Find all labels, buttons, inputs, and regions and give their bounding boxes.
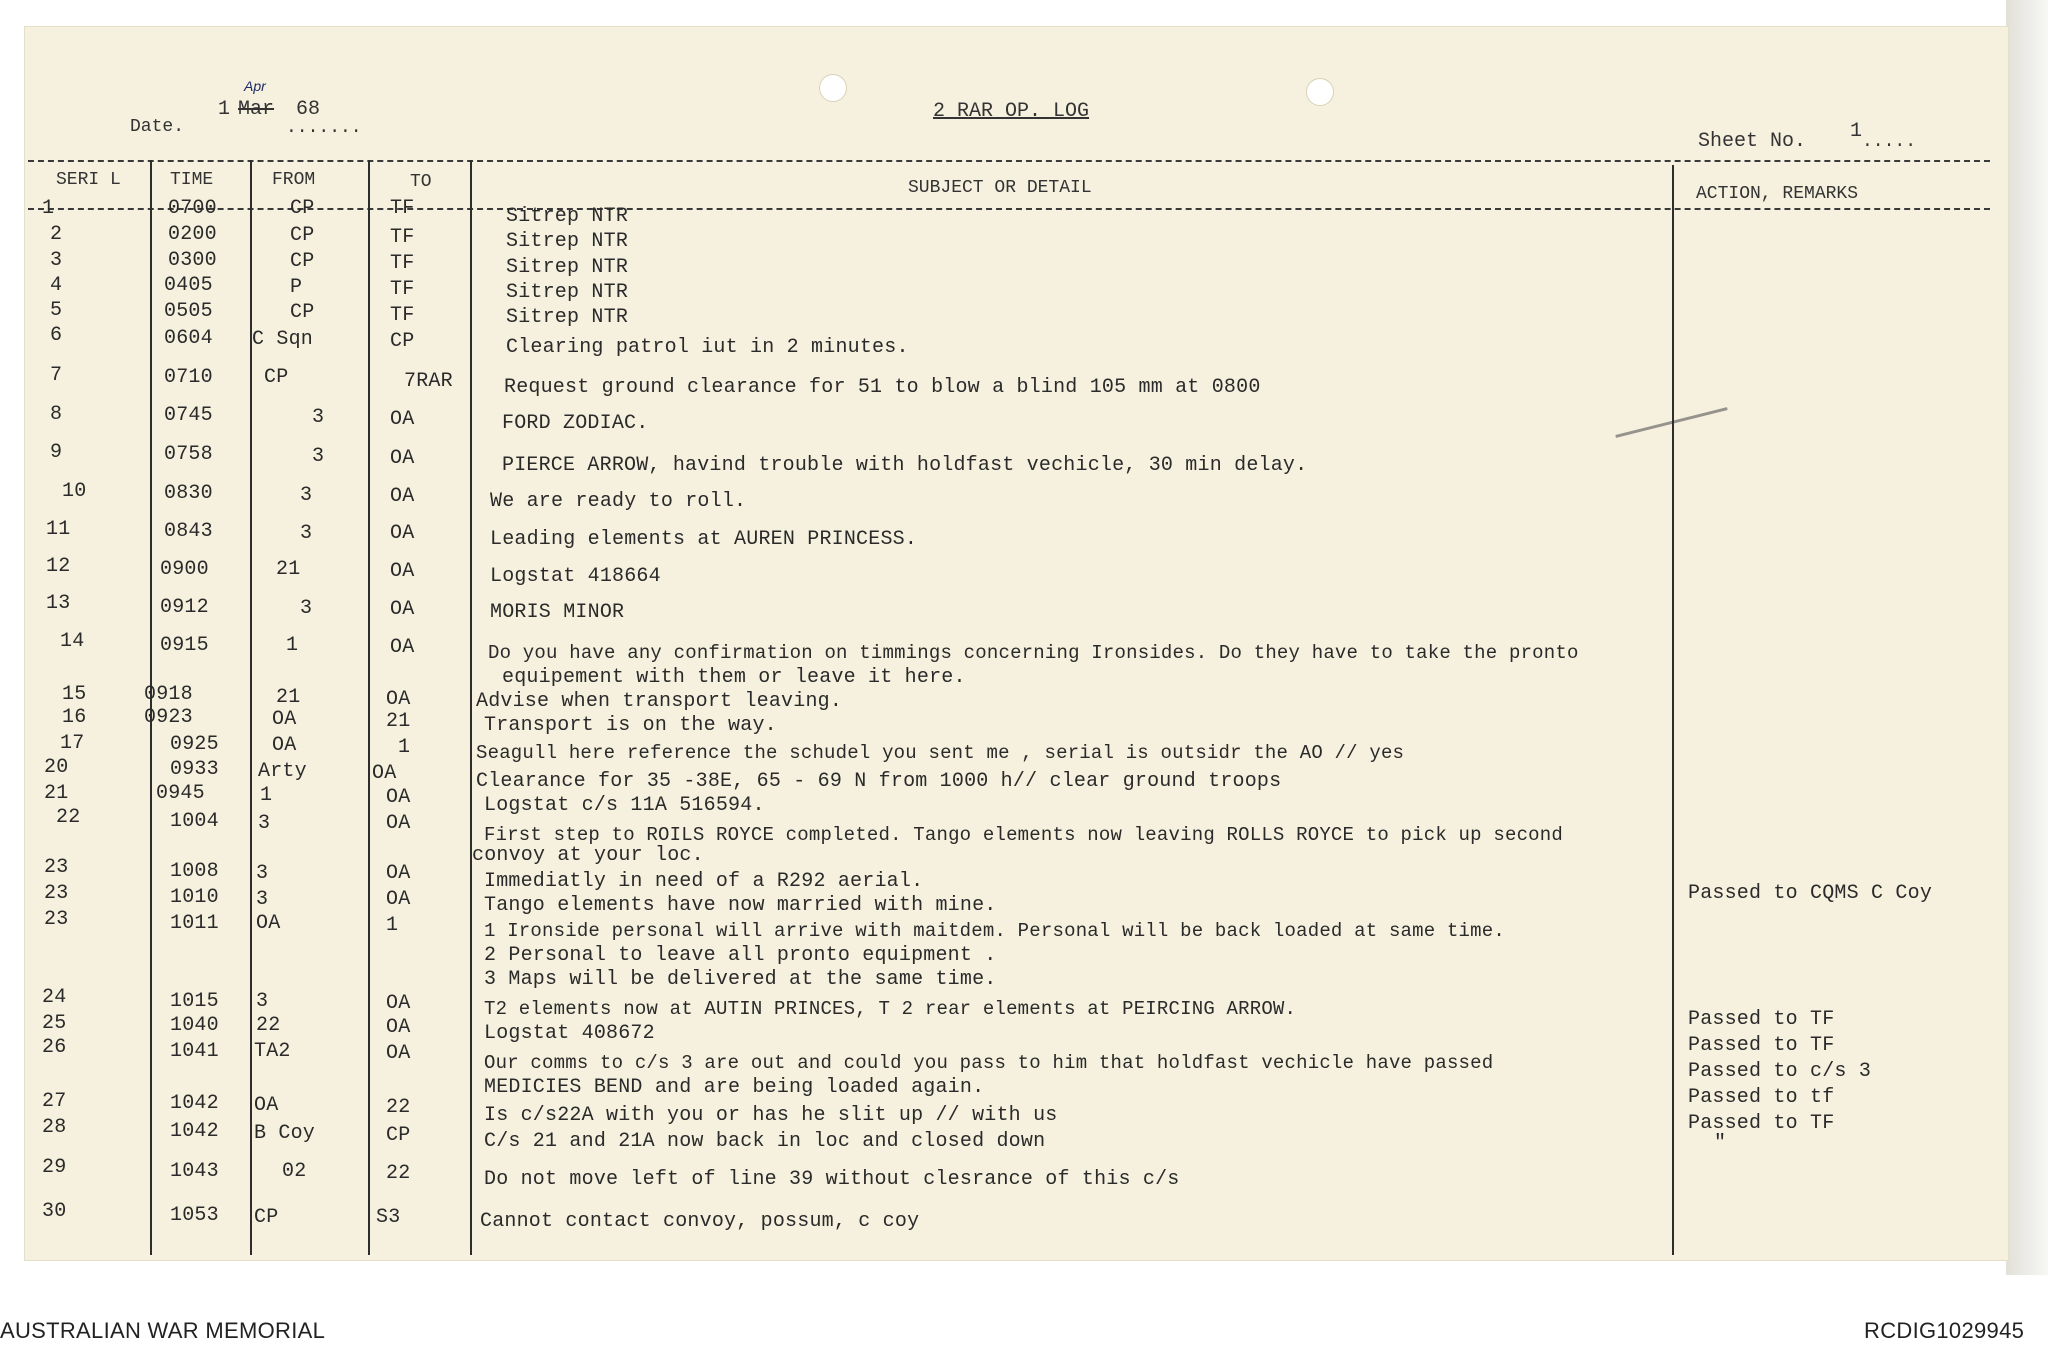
row-to: 1 [398, 736, 411, 759]
row-time: 0933 [170, 758, 219, 781]
row-time: 0710 [164, 366, 213, 389]
row-detail: First step to ROILS ROYCE completed. Tango elements now leaving ROLLS ROYCE to pick up second [484, 824, 1563, 846]
row-from: CP [264, 366, 289, 389]
col-divider-subject [1672, 165, 1674, 1255]
row-from: C Sqn [252, 328, 314, 351]
date-month: Mar [238, 98, 275, 121]
header-top-rule [28, 160, 1990, 162]
row-serial: 28 [42, 1116, 67, 1139]
row-to: OA [386, 888, 411, 911]
row-time: 0830 [164, 482, 213, 505]
row-time: 1010 [170, 886, 219, 909]
row-time: 0843 [164, 520, 213, 543]
row-time: 1015 [170, 990, 219, 1013]
row-from: 21 [276, 686, 301, 709]
row-serial: 4 [50, 274, 63, 297]
row-serial: 6 [50, 324, 63, 347]
row-serial: 1 [42, 197, 55, 220]
row-to: TF [390, 278, 415, 301]
row-to: TF [390, 226, 415, 249]
row-detail: Leading elements at AUREN PRINCESS. [490, 528, 918, 551]
row-detail: Transport is on the way. [484, 714, 777, 737]
col-header-time: TIME [170, 170, 214, 190]
row-to: 22 [386, 1162, 411, 1185]
row-detail-continued: equipement with them or leave it here. [502, 666, 966, 689]
col-divider-time [250, 160, 252, 1255]
row-time: 0758 [164, 443, 213, 466]
col-header-subject: SUBJECT OR DETAIL [908, 178, 1092, 198]
row-serial: 17 [60, 732, 85, 755]
row-detail-continued: convoy at your loc. [472, 844, 704, 867]
row-serial: 23 [44, 882, 69, 905]
row-serial: 9 [50, 441, 63, 464]
row-time: 0405 [164, 274, 213, 297]
row-remark: Passed to c/s 3 [1688, 1060, 1872, 1083]
row-serial: 21 [44, 782, 69, 805]
row-serial: 3 [50, 249, 63, 272]
date-year: 68 [296, 98, 321, 121]
row-serial: 22 [56, 806, 81, 829]
footer-record-id: RCDIG1029945 [1864, 1318, 2025, 1343]
row-from: P [290, 276, 303, 299]
row-to: S3 [376, 1206, 401, 1229]
row-to: 1 [386, 914, 399, 937]
row-detail: We are ready to roll. [490, 490, 747, 513]
date-dots: ....... [286, 118, 362, 138]
row-time: 1043 [170, 1160, 219, 1183]
row-from: CP [290, 250, 315, 273]
row-to: OA [390, 408, 415, 431]
row-from: 02 [282, 1160, 307, 1183]
row-from: 3 [300, 597, 313, 620]
row-to: OA [372, 762, 397, 785]
row-time: 1042 [170, 1092, 219, 1115]
row-time: 0900 [160, 558, 209, 581]
row-time: 1040 [170, 1014, 219, 1037]
row-remark: Passed to TF [1688, 1112, 1835, 1135]
row-from: 3 [258, 812, 271, 835]
row-detail: MORIS MINOR [490, 601, 625, 624]
row-to: OA [386, 688, 411, 711]
row-from: OA [254, 1094, 279, 1117]
row-to: OA [390, 485, 415, 508]
row-serial: 24 [42, 986, 67, 1009]
sheet-number: 1 [1850, 120, 1863, 143]
row-from: 3 [312, 406, 325, 429]
row-to: OA [390, 447, 415, 470]
row-detail: Cannot contact convoy, possum, c coy [480, 1210, 920, 1233]
row-from: 3 [300, 522, 313, 545]
row-from: CP [290, 197, 315, 220]
row-to: OA [390, 560, 415, 583]
row-serial: 2 [50, 223, 63, 246]
row-time: 1008 [170, 860, 219, 883]
row-to: OA [390, 598, 415, 621]
row-from: 1 [260, 784, 273, 807]
row-serial: 16 [62, 706, 87, 729]
row-time: 1042 [170, 1120, 219, 1143]
row-from: 3 [256, 888, 269, 911]
row-from: B Coy [254, 1122, 316, 1145]
row-time: 0200 [168, 223, 217, 246]
row-detail: Logstat c/s 11A 516594. [484, 794, 765, 817]
row-to: TF [390, 197, 415, 220]
row-serial: 20 [44, 756, 69, 779]
row-detail: Immediatly in need of a R292 aerial. [484, 870, 924, 893]
row-detail: Seagull here reference the schudel you sent me , serial is outsidr the AO // yes [476, 742, 1405, 764]
row-to: TF [390, 252, 415, 275]
row-serial: 26 [42, 1036, 67, 1059]
date-day: 1 [218, 98, 231, 121]
row-from: CP [290, 224, 315, 247]
row-from: 3 [256, 862, 269, 885]
row-remark: " [1714, 1132, 1727, 1155]
row-to: OA [386, 1042, 411, 1065]
row-serial: 8 [50, 403, 63, 426]
row-detail: Logstat 418664 [490, 565, 661, 588]
row-detail: Clearing patrol iut in 2 minutes. [506, 336, 909, 359]
row-time: 0915 [160, 634, 209, 657]
row-from: CP [254, 1206, 279, 1229]
row-serial: 5 [50, 299, 63, 322]
row-detail: Advise when transport leaving. [476, 690, 843, 713]
sheet-dots: ..... [1862, 132, 1917, 152]
row-detail: Sitrep NTR [506, 281, 629, 304]
row-from: Arty [258, 760, 307, 783]
sheet-label: Sheet No. [1698, 130, 1807, 153]
row-serial: 23 [44, 908, 69, 931]
footer-institution: AUSTRALIAN WAR MEMORIAL [0, 1318, 326, 1343]
row-from: CP [290, 301, 315, 324]
row-remark: Passed to CQMS C Coy [1688, 882, 1933, 905]
row-serial: 11 [46, 518, 71, 541]
row-detail: Tango elements have now married with mine. [484, 894, 997, 917]
row-to: 22 [386, 1096, 411, 1119]
row-detail: Our comms to c/s 3 are out and could you pass to him that holdfast vechicle have passed [484, 1052, 1494, 1074]
row-detail: Logstat 408672 [484, 1022, 655, 1045]
row-serial: 7 [50, 364, 63, 387]
row-serial: 15 [62, 683, 87, 706]
row-to: OA [390, 522, 415, 545]
row-time: 0745 [164, 404, 213, 427]
row-to: OA [386, 1016, 411, 1039]
row-to: 21 [386, 710, 411, 733]
row-from: 3 [312, 445, 325, 468]
col-divider-to [470, 160, 472, 1255]
row-from: 3 [300, 484, 313, 507]
row-time: 1011 [170, 912, 219, 935]
row-to: OA [386, 862, 411, 885]
row-detail: Sitrep NTR [506, 306, 629, 329]
row-from: 1 [286, 634, 299, 657]
row-time: 1041 [170, 1040, 219, 1063]
row-from: 22 [256, 1014, 281, 1037]
row-time: 0918 [144, 683, 193, 706]
row-serial: 10 [62, 480, 87, 503]
row-detail: Request ground clearance for 51 to blow a blind 105 mm at 0800 [504, 376, 1261, 399]
col-header-serial: SERI L [56, 170, 121, 190]
row-time: 0505 [164, 300, 213, 323]
row-serial: 27 [42, 1090, 67, 1113]
row-to: CP [386, 1124, 411, 1147]
row-detail-continued: 2 Personal to leave all pronto equipment . [484, 944, 997, 967]
row-serial: 13 [46, 592, 71, 615]
row-serial: 14 [60, 630, 85, 653]
row-remark: Passed to TF [1688, 1034, 1835, 1057]
row-detail: 1 Ironside personal will arrive with maitdem. Personal will be back loaded at same time. [484, 920, 1505, 942]
row-detail-continued: 3 Maps will be delivered at the same time. [484, 968, 997, 991]
row-from: TA2 [254, 1040, 291, 1063]
row-remark: Passed to tf [1688, 1086, 1835, 1109]
row-to: OA [386, 812, 411, 835]
row-detail: Is c/s22A with you or has he slit up // with us [484, 1104, 1058, 1127]
page-edge-shadow [2006, 0, 2048, 1275]
row-detail: Do not move left of line 39 without clesrance of this c/s [484, 1168, 1180, 1191]
col-divider-from [368, 160, 370, 1255]
row-detail: C/s 21 and 21A now back in loc and closed down [484, 1130, 1046, 1153]
row-to: 7RAR [404, 370, 453, 393]
row-detail: Sitrep NTR [506, 205, 629, 228]
row-from: 21 [276, 558, 301, 581]
row-serial: 29 [42, 1156, 67, 1179]
row-detail: FORD ZODIAC. [502, 412, 649, 435]
row-detail: Sitrep NTR [506, 230, 629, 253]
row-time: 1004 [170, 810, 219, 833]
row-detail: PIERCE ARROW, havind trouble with holdfast vechicle, 30 min delay. [502, 454, 1308, 477]
row-to: OA [386, 786, 411, 809]
row-time: 0945 [156, 782, 205, 805]
row-detail: T2 elements now at AUTIN PRINCES, T 2 rear elements at PEIRCING ARROW. [484, 998, 1297, 1020]
row-time: 0923 [144, 706, 193, 729]
row-from: 3 [256, 990, 269, 1013]
row-time: 0604 [164, 327, 213, 350]
row-detail: Clearance for 35 -38E, 65 - 69 N from 1000 h// clear ground troops [476, 770, 1282, 793]
row-to: OA [386, 992, 411, 1015]
row-from: OA [256, 912, 281, 935]
row-from: OA [272, 708, 297, 731]
row-remark: Passed to TF [1688, 1008, 1835, 1031]
row-to: OA [390, 636, 415, 659]
col-header-action: ACTION, REMARKS [1696, 184, 1859, 204]
row-time: 0912 [160, 596, 209, 619]
row-from: OA [272, 734, 297, 757]
punch-hole-left [819, 74, 847, 102]
punch-hole-right [1306, 78, 1334, 106]
row-time: 0925 [170, 733, 219, 756]
row-time: 0700 [168, 197, 217, 220]
row-time: 1053 [170, 1204, 219, 1227]
row-serial: 12 [46, 555, 71, 578]
row-time: 0300 [168, 249, 217, 272]
row-serial: 23 [44, 856, 69, 879]
row-serial: 25 [42, 1012, 67, 1035]
date-handwritten-correction: Apr [244, 78, 266, 94]
row-detail-continued: MEDICIES BEND and are being loaded again. [484, 1076, 985, 1099]
row-detail: Sitrep NTR [506, 256, 629, 279]
page-title: 2 RAR OP. LOG [933, 100, 1090, 123]
row-to: TF [390, 304, 415, 327]
date-label: Date. [130, 117, 185, 137]
row-detail: Do you have any confirmation on timmings concerning Ironsides. Do they have to take the pronto [488, 642, 1579, 664]
col-header-from: FROM [272, 170, 316, 190]
header-bottom-rule [28, 208, 1990, 210]
row-serial: 30 [42, 1200, 67, 1223]
col-header-to: TO [410, 172, 432, 192]
row-to: CP [390, 330, 415, 353]
